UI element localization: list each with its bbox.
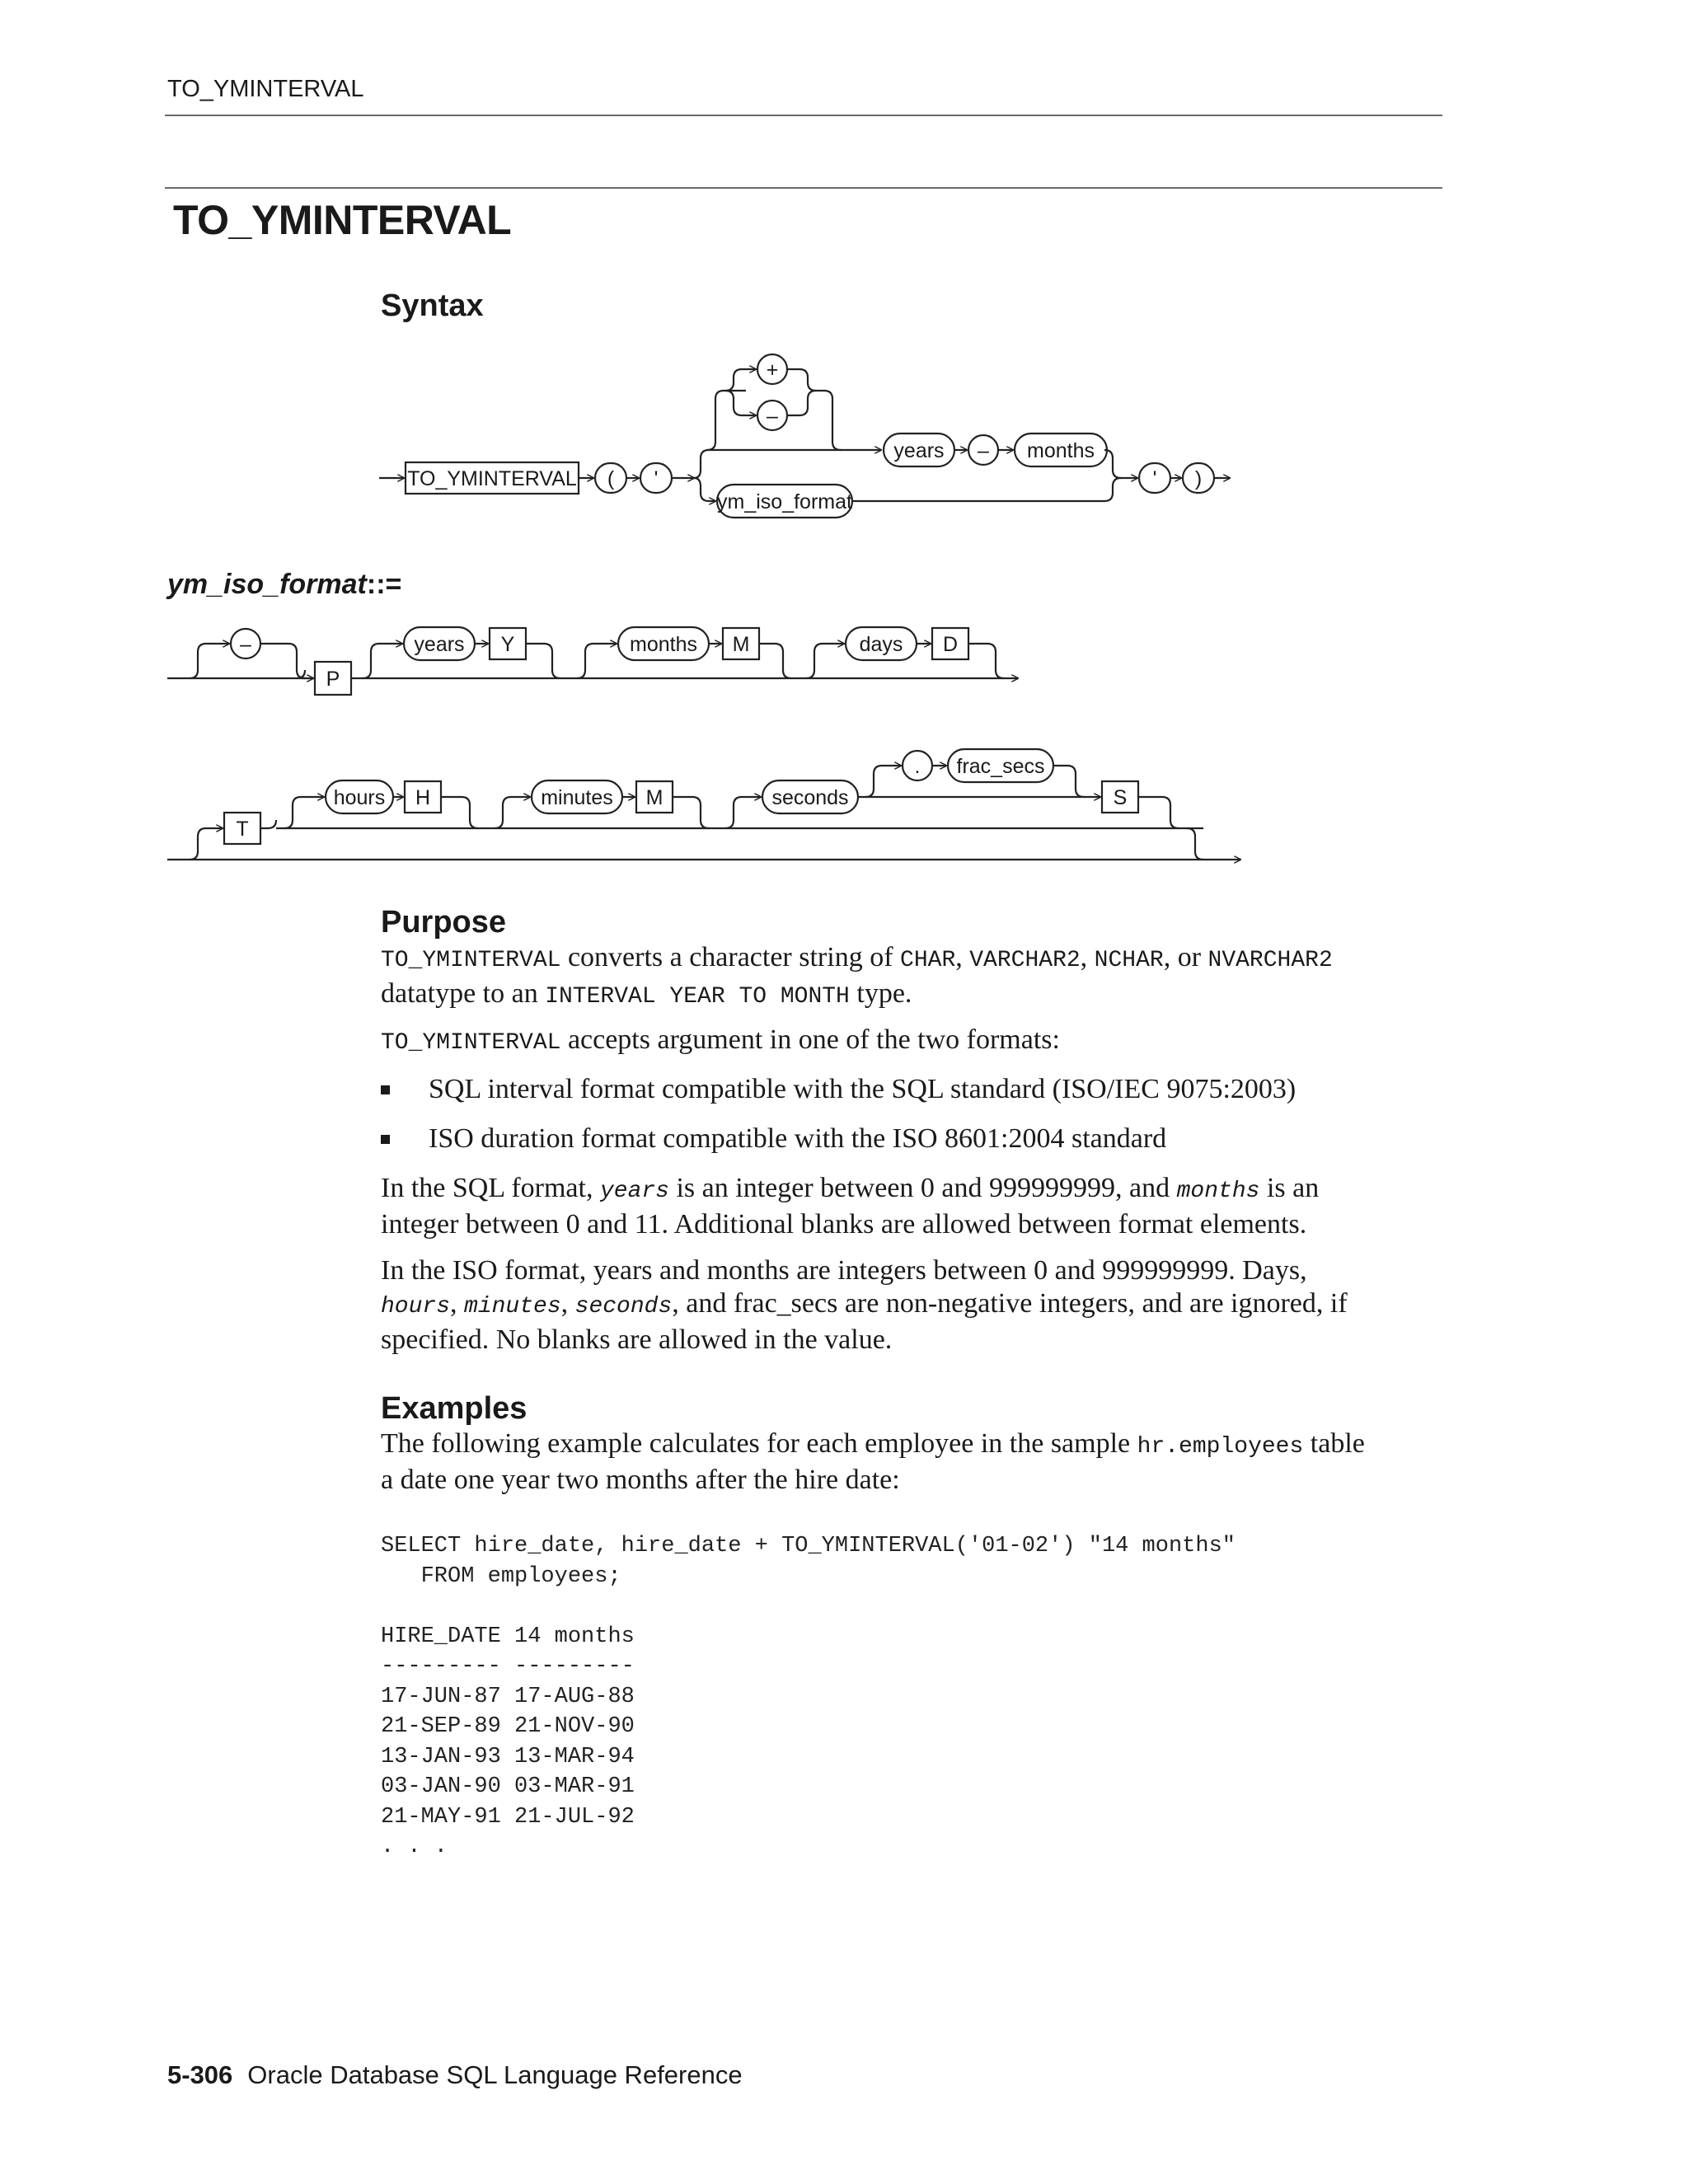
iso-minus-label: – bbox=[240, 633, 251, 656]
separator: , bbox=[560, 1288, 575, 1319]
examples-paragraph bbox=[381, 1427, 1452, 1497]
param-minutes: minutes bbox=[464, 1294, 561, 1319]
example-code-block: SELECT hire_date, hire_date + TO_YMINTERVAL('01-02') "14 months" FROM employees; HIRE_DATE 14 months --------- --------- 17-JUN-87 17-AUG-88 21-SEP-89 21-NOV-90 13-JAN-93 13-MAR-94 03-JAN-90 03-MAR-91 21-MAY-91 21-JUL-92 . . . bbox=[381, 1534, 1236, 1859]
purpose-paragraph-1 bbox=[381, 941, 1452, 1014]
datatype-nvarchar2: NVARCHAR2 bbox=[1207, 948, 1333, 973]
examples-heading: Examples bbox=[381, 1391, 528, 1426]
table-name: hr.employees bbox=[1137, 1434, 1304, 1460]
iso-seconds-label: seconds bbox=[771, 786, 849, 809]
close-quote-label: ' bbox=[1152, 467, 1157, 490]
iso-t-label: T bbox=[236, 818, 249, 841]
open-quote-label: ' bbox=[654, 467, 659, 490]
iso-format-row2-diagram bbox=[167, 749, 1240, 860]
page-footer bbox=[167, 2060, 743, 2090]
text: , and frac_secs are non-negative integers, and are ignored, if bbox=[672, 1288, 1348, 1319]
page-title: TO_YMINTERVAL bbox=[173, 197, 512, 243]
text: accepts argument in one of the two formats: bbox=[560, 1024, 1060, 1055]
iso-m-label: M bbox=[732, 633, 750, 656]
purpose-paragraph-2 bbox=[381, 1024, 1452, 1060]
text: In the SQL format, bbox=[381, 1173, 600, 1203]
datatype-nchar: NCHAR bbox=[1094, 948, 1164, 973]
months-label: months bbox=[1027, 439, 1095, 462]
text: type. bbox=[849, 978, 912, 1009]
text: is an integer between 0 and 999999999, and bbox=[668, 1173, 1177, 1203]
separator: , bbox=[450, 1288, 465, 1319]
text: integer between 0 and 11. Additional blanks are allowed between format elements. bbox=[381, 1209, 1307, 1240]
param-hours: hours bbox=[381, 1294, 451, 1319]
iso-minutes-label: minutes bbox=[541, 786, 613, 809]
function-name: TO_YMINTERVAL bbox=[381, 948, 561, 973]
purpose-heading: Purpose bbox=[381, 905, 507, 940]
rparen-label: ) bbox=[1194, 467, 1203, 490]
bullet-text: SQL interval format compatible with the SQL standard (ISO/IEC 9075:2003) bbox=[429, 1074, 1296, 1104]
book-title: Oracle Database SQL Language Reference bbox=[247, 2060, 743, 2089]
datatype-interval: INTERVAL YEAR TO MONTH bbox=[545, 984, 850, 1010]
text: The following example calculates for each employee in the sample bbox=[381, 1428, 1137, 1459]
iso-years-label: years bbox=[414, 633, 465, 656]
iso-d-label: D bbox=[942, 633, 959, 656]
separator: , bbox=[1080, 942, 1095, 972]
purpose-paragraph-4 bbox=[381, 1254, 1452, 1357]
param-years: years bbox=[599, 1179, 669, 1204]
text: datatype to an bbox=[381, 978, 546, 1009]
iso-frac-secs-label: frac_secs bbox=[956, 755, 1045, 778]
text: In the ISO format, years and months are integers between 0 and 999999999. Days, bbox=[381, 1255, 1307, 1286]
iso-hours-label: hours bbox=[333, 786, 386, 809]
plus-label: + bbox=[766, 359, 779, 382]
bullet-square-icon bbox=[381, 1085, 390, 1094]
iso-h-label: H bbox=[415, 786, 431, 809]
iso-s-label: S bbox=[1113, 786, 1128, 809]
purpose-paragraph-3 bbox=[381, 1172, 1452, 1241]
text: is an bbox=[1259, 1173, 1320, 1203]
datatype-varchar2: VARCHAR2 bbox=[969, 948, 1081, 973]
text: specified. No blanks are allowed in the value. bbox=[381, 1324, 893, 1355]
iso-months-label: months bbox=[630, 633, 697, 656]
ym-iso-format-definition-label bbox=[167, 569, 401, 601]
text: a date one year two months after the hire date: bbox=[381, 1465, 900, 1495]
iso-m2-label: M bbox=[645, 786, 663, 809]
dash-label: – bbox=[978, 439, 989, 462]
param-months: months bbox=[1176, 1179, 1260, 1204]
ym-iso-format-name: ym_iso_format bbox=[167, 569, 367, 600]
lparen-label: ( bbox=[607, 467, 615, 490]
iso-y-label: Y bbox=[500, 633, 515, 656]
iso-p-label: P bbox=[326, 668, 340, 691]
text: converts a character string of bbox=[560, 942, 901, 972]
keyword-label: TO_YMINTERVAL bbox=[407, 467, 577, 490]
separator: , bbox=[955, 942, 970, 972]
syntax-diagrams bbox=[0, 0, 1688, 890]
bullet-text: ISO duration format compatible with the ISO 8601:2004 standard bbox=[429, 1123, 1167, 1154]
iso-dot-label: . bbox=[914, 755, 921, 778]
ym-iso-format-label: ym_iso_format bbox=[717, 490, 852, 513]
page-number: 5-306 bbox=[167, 2060, 233, 2089]
running-header: TO_YMINTERVAL bbox=[167, 76, 364, 102]
function-name: TO_YMINTERVAL bbox=[381, 1030, 561, 1056]
minus-label: – bbox=[767, 405, 778, 428]
iso-days-label: days bbox=[859, 633, 903, 656]
years-label: years bbox=[893, 439, 945, 462]
bullet-square-icon bbox=[381, 1135, 390, 1144]
param-seconds: seconds bbox=[574, 1294, 673, 1319]
separator: , or bbox=[1163, 942, 1208, 972]
datatype-char: CHAR bbox=[900, 948, 956, 973]
definition-operator: ::= bbox=[366, 569, 402, 600]
text: table bbox=[1303, 1428, 1365, 1459]
syntax-heading: Syntax bbox=[381, 288, 484, 323]
